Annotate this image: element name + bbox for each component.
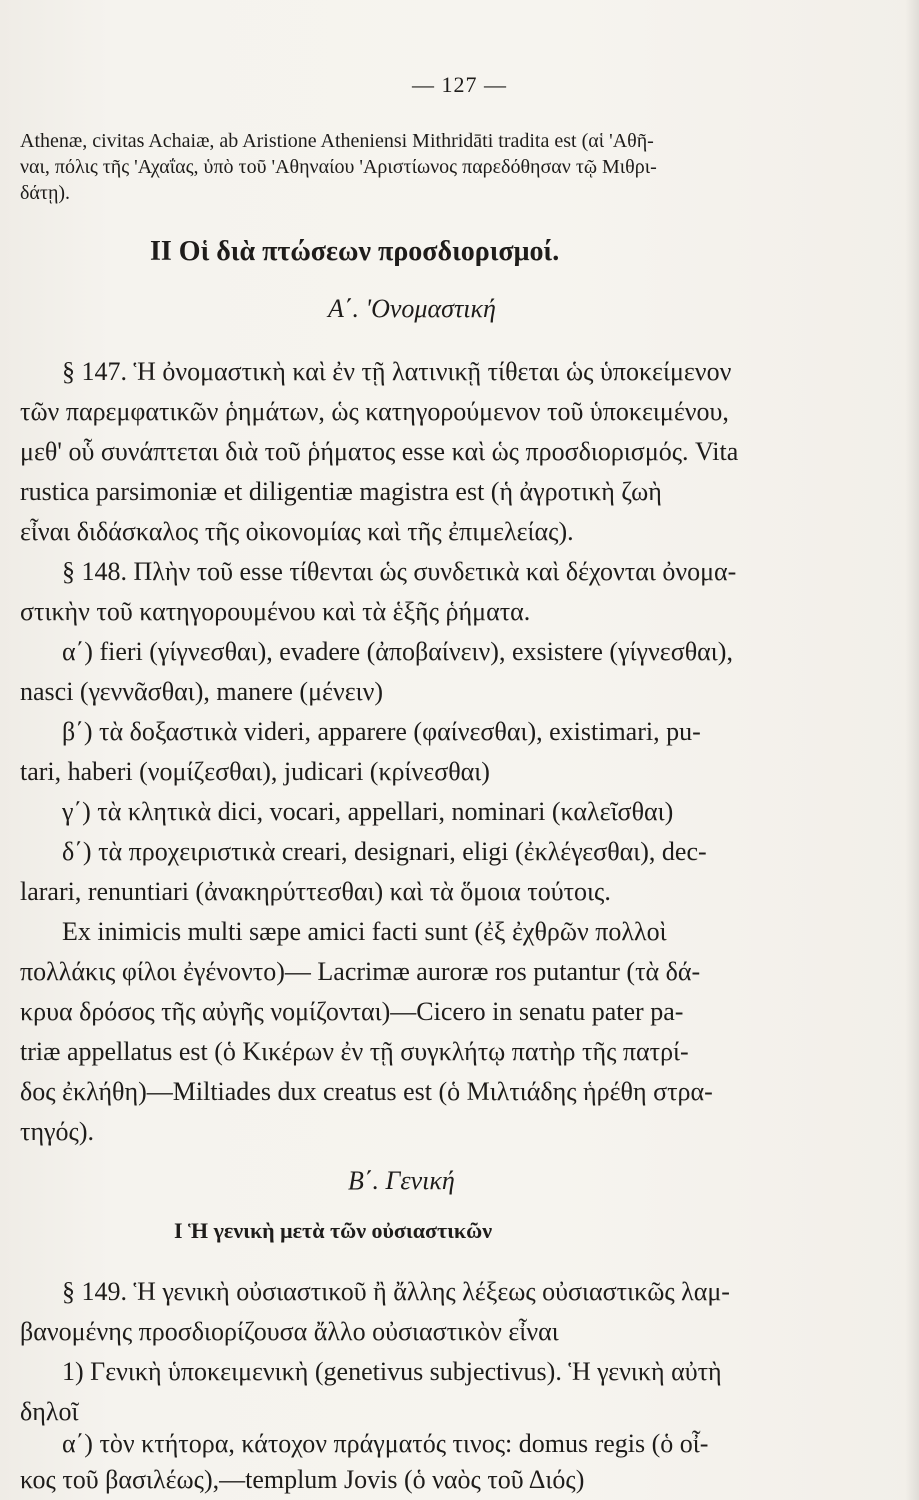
paragraph-line: larari, renuntiari (ἀνακηρύττεσθαι) καὶ τὰ ὅμοια τούτοις. bbox=[20, 877, 611, 906]
paragraph-line: πολλάκις φίλοι ἐγένοντο)— Lacrimæ auroræ ros putantur (τὰ δά- bbox=[20, 957, 701, 986]
paragraph-line: τῶν παρεμφατικῶν ῥημάτων, ὡς κατηγορούμενον τοῦ ὑποκειμένου, bbox=[20, 397, 729, 426]
paragraph-line: δος ἐκλήθη)—Miltiades dux creatus est (ὁ Μιλτιάδης ἡρέθη στρα- bbox=[20, 1077, 713, 1106]
paragraph-line: 1) Γενικὴ ὑποκειμενικὴ (genetivus subjectivus). Ἡ γενικὴ αὐτὴ bbox=[62, 1357, 722, 1386]
paragraph-line: § 149. Ἡ γενικὴ οὐσιαστικοῦ ἢ ἄλλης λέξεως οὐσιαστικῶς λαμ- bbox=[62, 1277, 730, 1306]
paragraph-line: α΄) fieri (γίγνεσθαι), evadere (ἀποβαίνειν), exsistere (γίγνεσθαι), bbox=[62, 637, 733, 666]
intro-line: ναι, πόλις τῆς 'Αχαΐας, ὑπὸ τοῦ 'Αθηναίου 'Αριστίωνος παρεδόθησαν τῷ Μιθρι- bbox=[20, 156, 657, 178]
paragraph-line: α΄) τὸν κτήτορα, κάτοχον πράγματός τινος: domus regis (ὁ οἶ- bbox=[62, 1429, 709, 1458]
paragraph-line: β΄) τὰ δοξαστικὰ videri, apparere (φαίνεσθαι), existimari, pu- bbox=[62, 717, 701, 746]
paragraph-line: γ΄) τὰ κλητικὰ dici, vocari, appellari, nominari (καλεῖσθαι) bbox=[62, 797, 674, 826]
paragraph-line: nasci (γεννᾶσθαι), manere (μένειν) bbox=[20, 677, 384, 706]
page-number: — 127 — bbox=[412, 72, 507, 97]
page-edge-shadow bbox=[905, 0, 919, 1500]
paragraph-line: στικὴν τοῦ κατηγορουμένου καὶ τὰ ἑξῆς ῥήματα. bbox=[20, 597, 531, 626]
paragraph-line: μεθ' οὗ συνάπτεται διὰ τοῦ ῥήματος esse καὶ ὡς προσδιορισμός. Vita bbox=[20, 437, 739, 466]
subsection-title-b: Β΄. Γενική bbox=[348, 1166, 455, 1195]
paragraph-line: τηγός). bbox=[20, 1117, 94, 1146]
paragraph-line: § 148. Πλὴν τοῦ esse τίθενται ὡς συνδετικὰ καὶ δέχονται ὀνομα- bbox=[62, 557, 737, 586]
subsection-heading-b1: Ι Ἡ γενικὴ μετὰ τῶν οὐσιαστικῶν bbox=[174, 1218, 493, 1243]
paragraph-line: βανομένης προσδιορίζουσα ἄλλο οὐσιαστικὸν εἶναι bbox=[20, 1317, 559, 1346]
paragraph-line: δηλοῖ bbox=[20, 1397, 79, 1426]
intro-line: Athenæ, civitas Achaiæ, ab Aristione Atheniensi Mithridāti tradita est (αἱ 'Αθῆ- bbox=[20, 130, 654, 152]
paragraph-line: κος τοῦ βασιλέως),—templum Jovis (ὁ ναὸς τοῦ Διός) bbox=[20, 1465, 585, 1494]
paragraph-line: rustica parsimoniæ et diligentiæ magistra est (ἡ ἀγροτικὴ ζωὴ bbox=[20, 477, 662, 506]
paragraph-line: δ΄) τὰ προχειριστικὰ creari, designari, eligi (ἐκλέγεσθαι), dec- bbox=[62, 837, 707, 866]
intro-line: δάτῃ). bbox=[20, 182, 71, 204]
paragraph-line: κρυα δρόσος τῆς αὐγῆς νομίζονται)—Cicero in senatu pater pa- bbox=[20, 997, 684, 1026]
subsection-title-a: Α΄. 'Ονομαστική bbox=[328, 294, 496, 323]
paragraph-line: triæ appellatus est (ὁ Κικέρων ἐν τῇ συγκλήτῳ πατὴρ τῆς πατρί- bbox=[20, 1037, 689, 1066]
paragraph-line: § 147. Ἡ ὀνομαστικὴ καὶ ἐν τῇ λατινικῇ τίθεται ὡς ὑποκείμενον bbox=[62, 357, 732, 386]
paragraph-line: tari, haberi (νομίζεσθαι), judicari (κρίνεσθαι) bbox=[20, 757, 490, 786]
section-title: ΙΙ Οἱ διὰ πτώσεων προσδιορισμοί. bbox=[150, 236, 560, 267]
paragraph-line: εἶναι διδάσκαλος τῆς οἰκονομίας καὶ τῆς ἐπιμελείας). bbox=[20, 517, 574, 546]
paragraph-line: Ex inimicis multi sæpe amici facti sunt (ἐξ ἐχθρῶν πολλοὶ bbox=[62, 917, 667, 946]
